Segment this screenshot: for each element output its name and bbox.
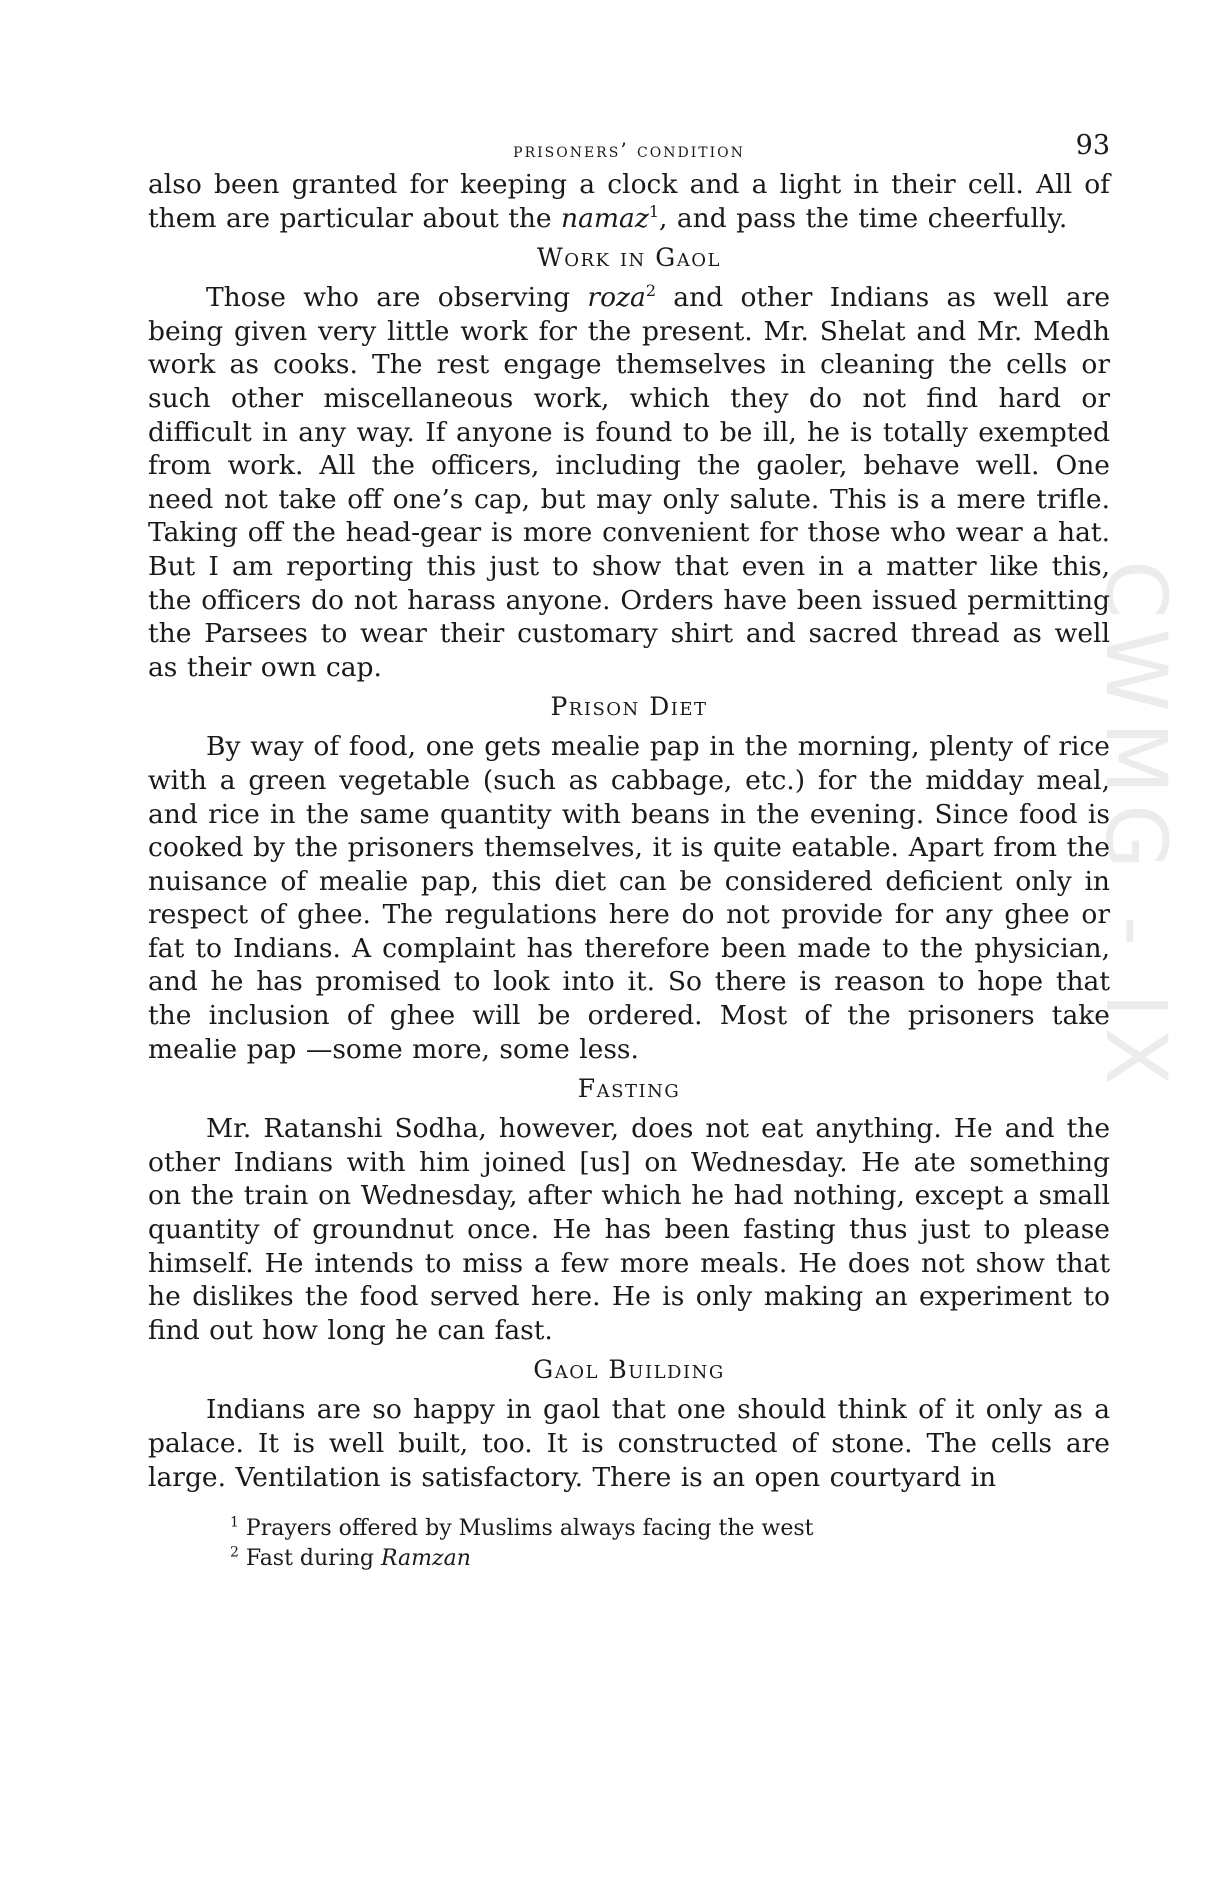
book-page [148, 128, 1110, 1574]
footnote-2: $^2$ Fast during Ramzan [230, 1544, 471, 1572]
paragraph-work: Those who are observing roza$^2$ and other Indians as well are being given very little work for the present. Mr. Shelat and Mr. Medh work as cooks. The rest engage themselves in cleaning the cells or such other miscellaneous work, which they do not find hard or difficult in any way. If anyone is found to be ill, he is totally exempted from work. All the officers, including the gaoler, behave well. One need not take off one’s cap, but may only salute. This is a mere trifle. Taking off the head-gear is more convenient for those who wear a hat. But I am reporting this just to show that even in a matter like this, the officers do not harass anyone. Orders have been issued permitting the Parsees to wear their customary shirt and sacred thread as well as their own cap. [148, 281, 1111, 683]
heading-work-in-gaol: Work in Gaol [537, 243, 721, 273]
running-head [148, 128, 1110, 168]
heading-gaol-building: Gaol Building [533, 1355, 725, 1385]
term-roza: roza [587, 282, 646, 314]
watermark-text: CWMG - IX [1087, 560, 1185, 1096]
watermark [1087, 560, 1185, 1340]
footnote-1: $^1$ Prayers offered by Muslims always facing the west [230, 1514, 814, 1542]
page-number: 93 [1075, 130, 1110, 161]
running-title: prisoners’ condition [513, 138, 745, 162]
heading-prison-diet: Prison Diet [550, 692, 708, 722]
paragraph-building: Indians are so happy in gaol that one should think of it only as a palace. It is well built, too. It is constructed of stone. The cells are large. Ventilation is satisfactory. There is an open courtyard in [148, 1394, 1110, 1493]
heading-fasting: Fasting [577, 1074, 681, 1104]
term-namaz: namaz [561, 202, 649, 234]
footnote-ref-1: 1 [648, 201, 659, 221]
paragraph-diet: By way of food, one gets mealie pap in the morning, plenty of rice with a green vegetable (such as cabbage, etc.) for the midday meal, and rice in the same quantity with beans in the evening. Since food is cooked by the prisoners themselves, it is quite eatable. Apart from the nuisance of mealie pap, this diet can be considered deficient only in respect of ghee. The regulations here do not provide for any ghee or fat to Indians. A complaint has therefore been made to the physician, and he has promised to look into it. So there is reason to hope that the inclusion of ghee will be ordered. Most of the prisoners take mealie pap —some more, some less. [148, 731, 1110, 1065]
paragraph-continued: also been granted for keeping a clock and a light in their cell. All of them are particular about the namaz$^1$, and pass the time cheerfully. [148, 169, 1110, 234]
footnotes [148, 1514, 1110, 1574]
footnote-ref-2: 2 [645, 281, 656, 301]
paragraph-fasting: Mr. Ratanshi Sodha, however, does not eat anything. He and the other Indians with him joined [us] on Wednesday. He ate something on the train on Wednesday, after which he had nothing, except a small quantity of groundnut once. He has been fasting thus just to please himself. He intends to miss a few more meals. He does not show that he dislikes the food served here. He is only making an experiment to find out how long he can fast. [148, 1113, 1110, 1346]
